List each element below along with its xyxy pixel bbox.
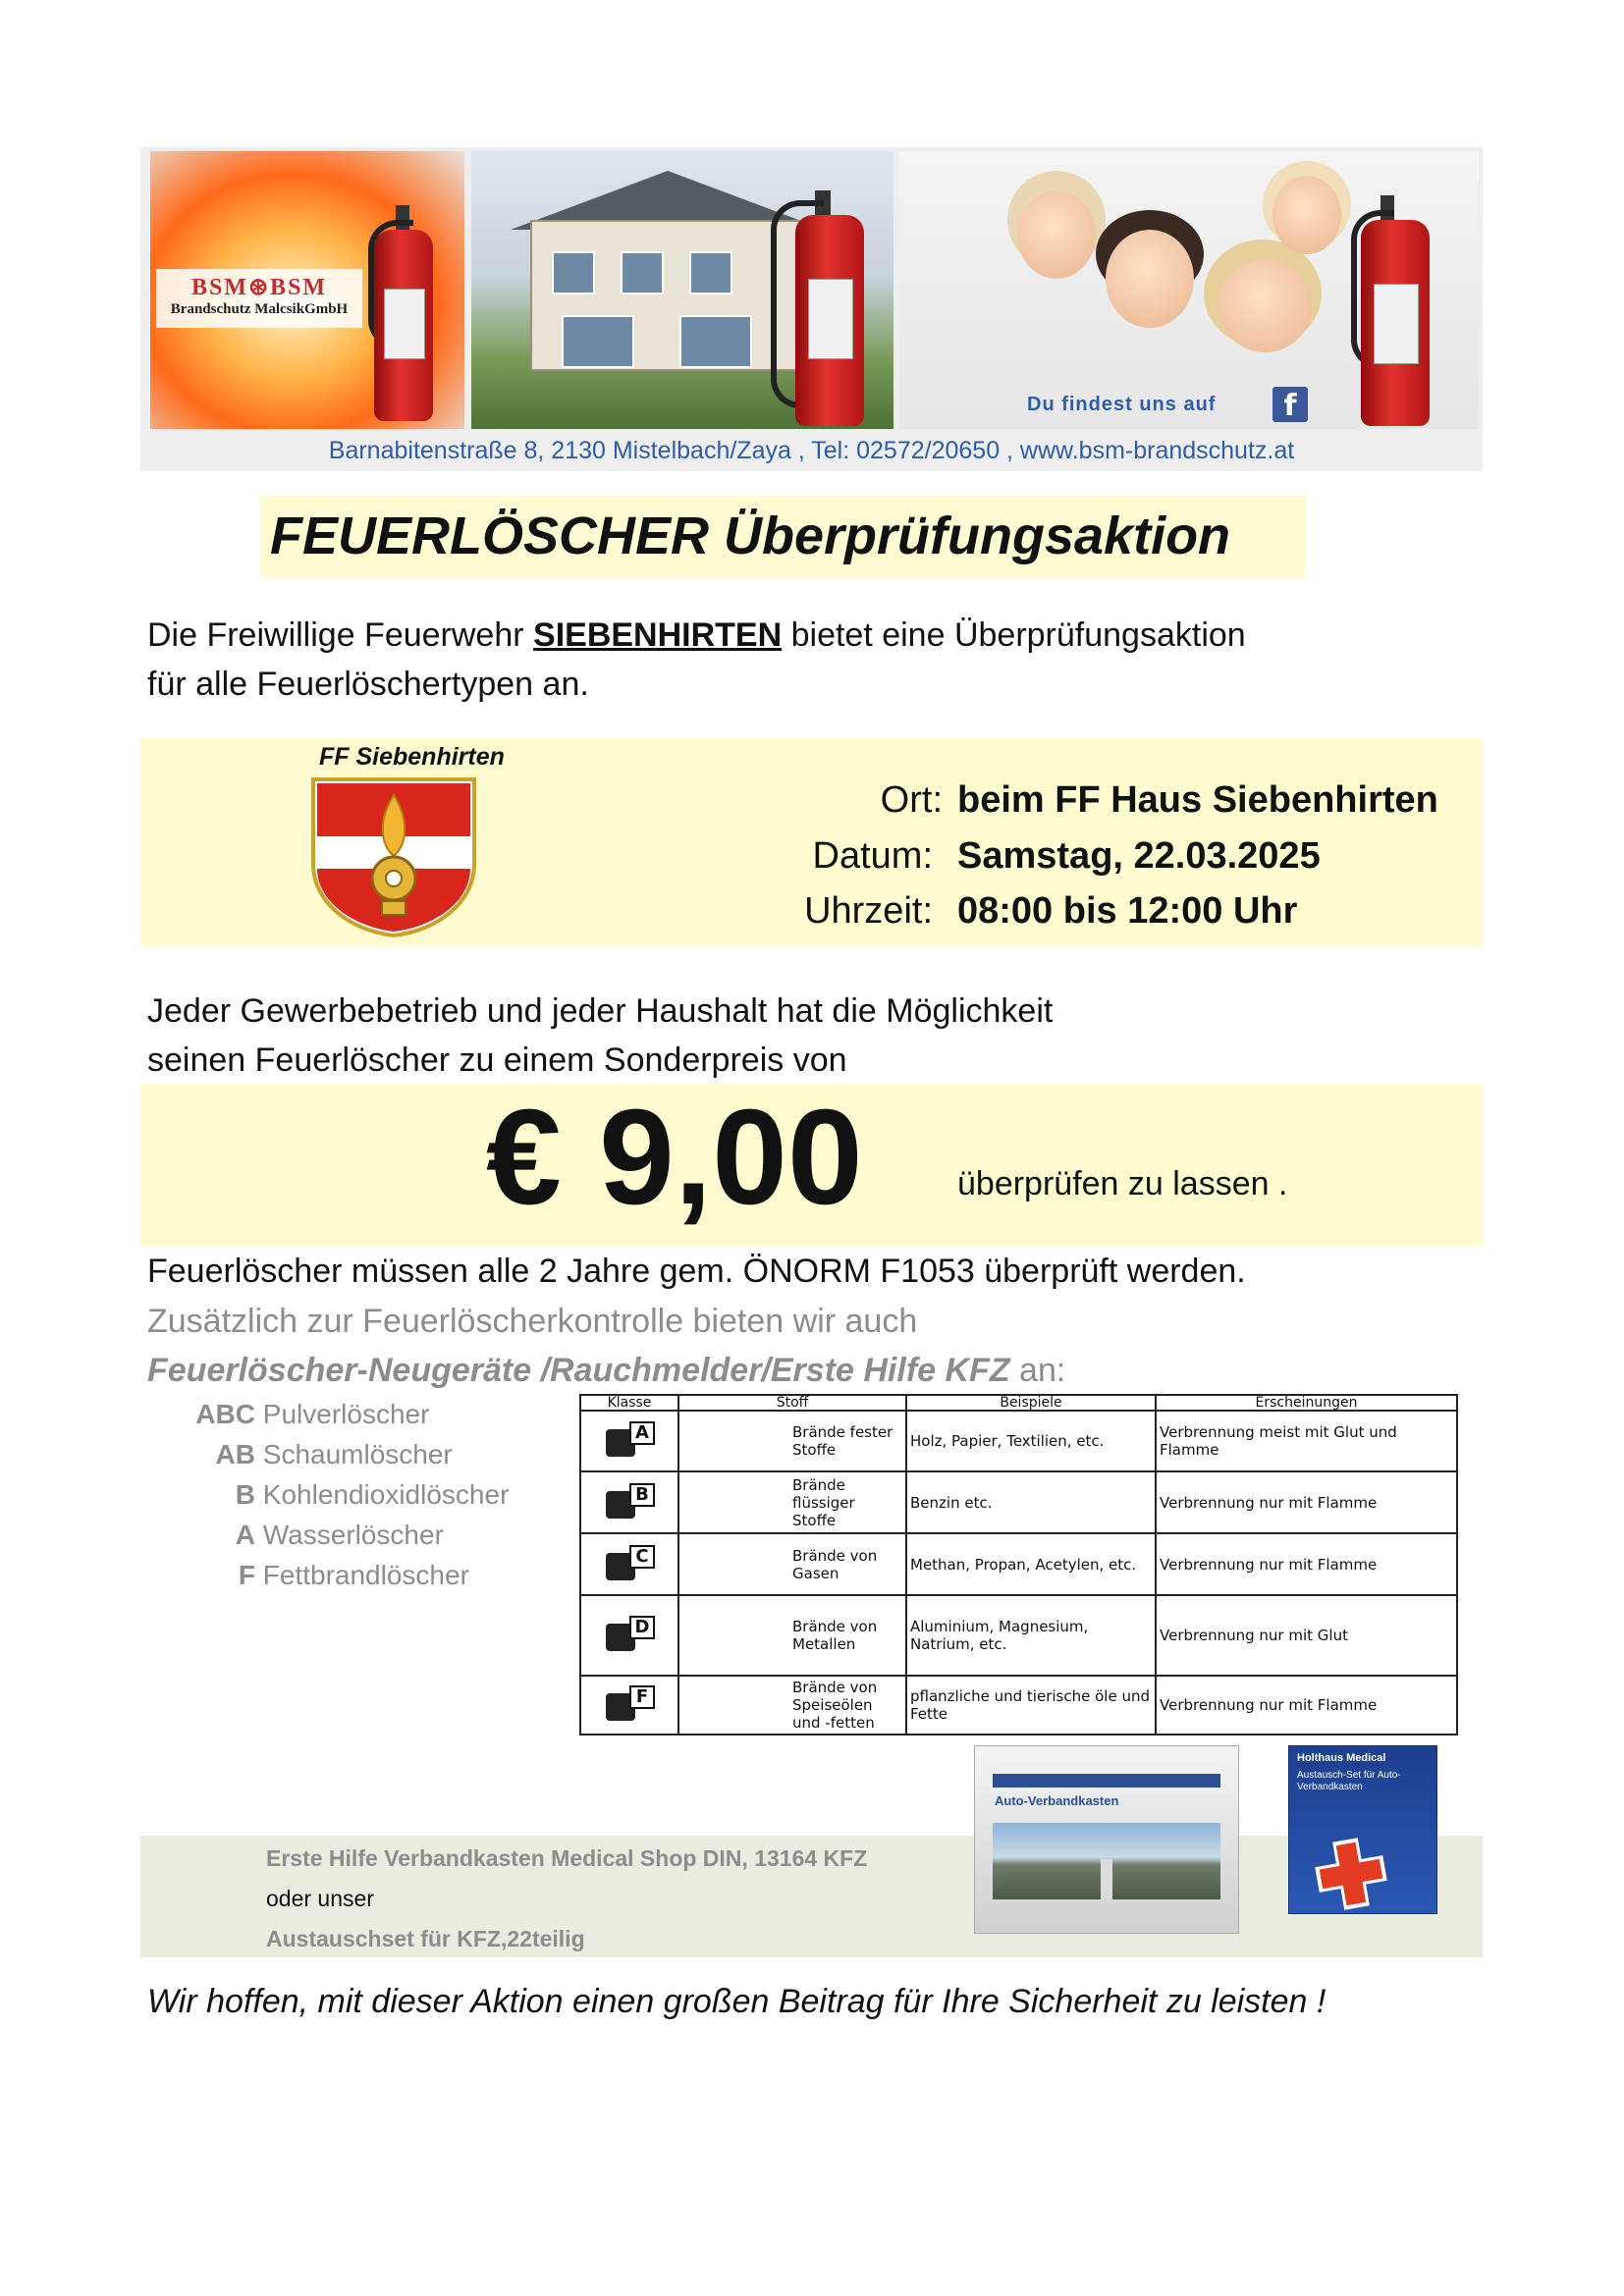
header-klasse: Klasse xyxy=(580,1395,678,1411)
company-address: Barnabitenstraße 8, 2130 Mistelbach/Zaya , Tel: 02572/20650 , www.bsm-brandschutz.at xyxy=(328,437,1295,464)
house-image xyxy=(471,151,893,429)
price-tail-text: überprüfen zu lassen . xyxy=(957,1165,1288,1202)
table-cell: Verbrennung nur mit Flamme xyxy=(1156,1533,1457,1595)
table-cell: Methan, Propan, Acetylen, etc. xyxy=(906,1533,1156,1595)
table-row xyxy=(580,1411,1457,1471)
table-cell: Holz, Papier, Textilien, etc. xyxy=(906,1411,1156,1471)
date-label: Datum: xyxy=(812,835,933,877)
type-row: F Fettbrandlöscher xyxy=(238,1560,469,1590)
closing-statement: Wir hoffen, mit dieser Aktion einen großen Beitrag für Ihre Sicherheit zu leisten ! xyxy=(147,1983,1326,2020)
table-row xyxy=(580,1471,1457,1533)
header-beispiele: Beispiele xyxy=(906,1395,1156,1411)
header-banner xyxy=(140,147,1483,471)
intro-paragraph xyxy=(147,611,1246,709)
norm-notice: Feuerlöscher müssen alle 2 Jahre gem. ÖNORM F1053 überprüft werden. xyxy=(147,1253,1246,1290)
table-header-row xyxy=(580,1395,1457,1411)
table-cell: Brände flüssiger Stoffe xyxy=(678,1471,906,1533)
fire-class-c-icon: C xyxy=(604,1545,655,1584)
table-cell: Verbrennung nur mit Flamme xyxy=(1156,1471,1457,1533)
intro-line-2: für alle Feuerlöschertypen an. xyxy=(147,666,589,703)
type-row: AB Schaumlöscher xyxy=(215,1439,453,1469)
table-cell: Verbrennung nur mit Glut xyxy=(1156,1595,1457,1676)
table-row xyxy=(580,1595,1457,1676)
table-cell: Brände von Speiseölen und -fetten xyxy=(678,1676,906,1735)
first-aid-line-3: Austauschset für KFZ,22teilig xyxy=(266,1926,585,1951)
special-price: € 9,00 xyxy=(486,1082,863,1233)
fire-class-f-icon: F xyxy=(604,1685,655,1725)
fire-class-b-icon: B xyxy=(604,1483,655,1522)
kit1-label: Auto-Verbandkasten xyxy=(995,1793,1119,1808)
type-row: B Kohlendioxidlöscher xyxy=(235,1479,510,1510)
time-value: 08:00 bis 12:00 Uhr xyxy=(957,890,1298,932)
type-row: A Wasserlöscher xyxy=(235,1520,444,1550)
fire-brigade-emblem-icon xyxy=(309,775,478,937)
table-cell: Brände fester Stoffe xyxy=(678,1411,906,1471)
first-aid-line-1: Erste Hilfe Verbandkasten Medical Shop DIN, 13164 KFZ xyxy=(266,1845,868,1871)
fire-class-a-icon: A xyxy=(604,1421,655,1461)
table-cell: Aluminium, Magnesium, Natrium, etc. xyxy=(906,1595,1156,1676)
fire-class-table xyxy=(579,1394,1458,1735)
header-stoff: Stoff xyxy=(678,1395,906,1411)
table-cell: Verbrennung meist mit Glut und Flamme xyxy=(1156,1411,1457,1471)
time-label: Uhrzeit: xyxy=(804,890,933,932)
date-value: Samstag, 22.03.2025 xyxy=(957,835,1321,877)
table-row xyxy=(580,1533,1457,1595)
fire-brigade-name: SIEBENHIRTEN xyxy=(533,616,783,654)
family-image xyxy=(899,151,1479,429)
location-label: Ort: xyxy=(880,779,943,821)
offer-paragraph xyxy=(147,987,1053,1085)
kit2-label: Austausch-Set für Auto-Verbandkasten xyxy=(1297,1770,1401,1792)
logo-title: BSM⊛BSM xyxy=(190,275,328,300)
header-erscheinungen: Erscheinungen xyxy=(1156,1395,1457,1411)
first-aid-kit-image xyxy=(974,1745,1239,1934)
intro-line-1: Die Freiwillige Feuerwehr SIEBENHIRTEN bietet eine Überprüfungsaktion xyxy=(147,616,1246,654)
first-aid-line-2: oder unser xyxy=(266,1886,374,1911)
offer-line-2: seinen Feuerlöscher zu einem Sonderpreis von xyxy=(147,1041,847,1079)
table-row xyxy=(580,1676,1457,1735)
ff-caption: FF Siebenhirten xyxy=(319,743,505,771)
facebook-icon[interactable]: f xyxy=(1272,387,1308,422)
table-cell: pflanzliche und tierische öle und Fette xyxy=(906,1676,1156,1735)
bsm-logo xyxy=(156,269,362,328)
additional-line-2: Feuerlöscher-Neugeräte /Rauchmelder/Erste Hilfe KFZ an: xyxy=(147,1352,1066,1389)
exchange-set-image xyxy=(1288,1745,1437,1914)
location-value: beim FF Haus Siebenhirten xyxy=(957,779,1438,821)
table-cell: Brände von Gasen xyxy=(678,1533,906,1595)
fire-extinguisher-image xyxy=(150,151,464,429)
table-cell: Brände von Metallen xyxy=(678,1595,906,1676)
kit2-brand: Holthaus Medical xyxy=(1297,1752,1386,1764)
additional-line-1: Zusätzlich zur Feuerlöscherkontrolle bieten wir auch xyxy=(147,1303,918,1340)
type-row: ABC Pulverlöscher xyxy=(195,1399,430,1429)
table-cell: Verbrennung nur mit Flamme xyxy=(1156,1676,1457,1735)
fire-class-d-icon: D xyxy=(604,1616,655,1655)
offer-line-1: Jeder Gewerbebetrieb und jeder Haushalt hat die Möglichkeit xyxy=(147,992,1054,1030)
product-list: Feuerlöscher-Neugeräte /Rauchmelder/Erste Hilfe KFZ xyxy=(147,1352,1010,1389)
facebook-text: Du findest uns auf xyxy=(1027,394,1217,415)
table-cell: Benzin etc. xyxy=(906,1471,1156,1533)
logo-subtitle: Brandschutz MalcsikGmbH xyxy=(170,301,349,317)
page-title: FEUERLÖSCHER Überprüfungsaktion xyxy=(270,507,1231,565)
